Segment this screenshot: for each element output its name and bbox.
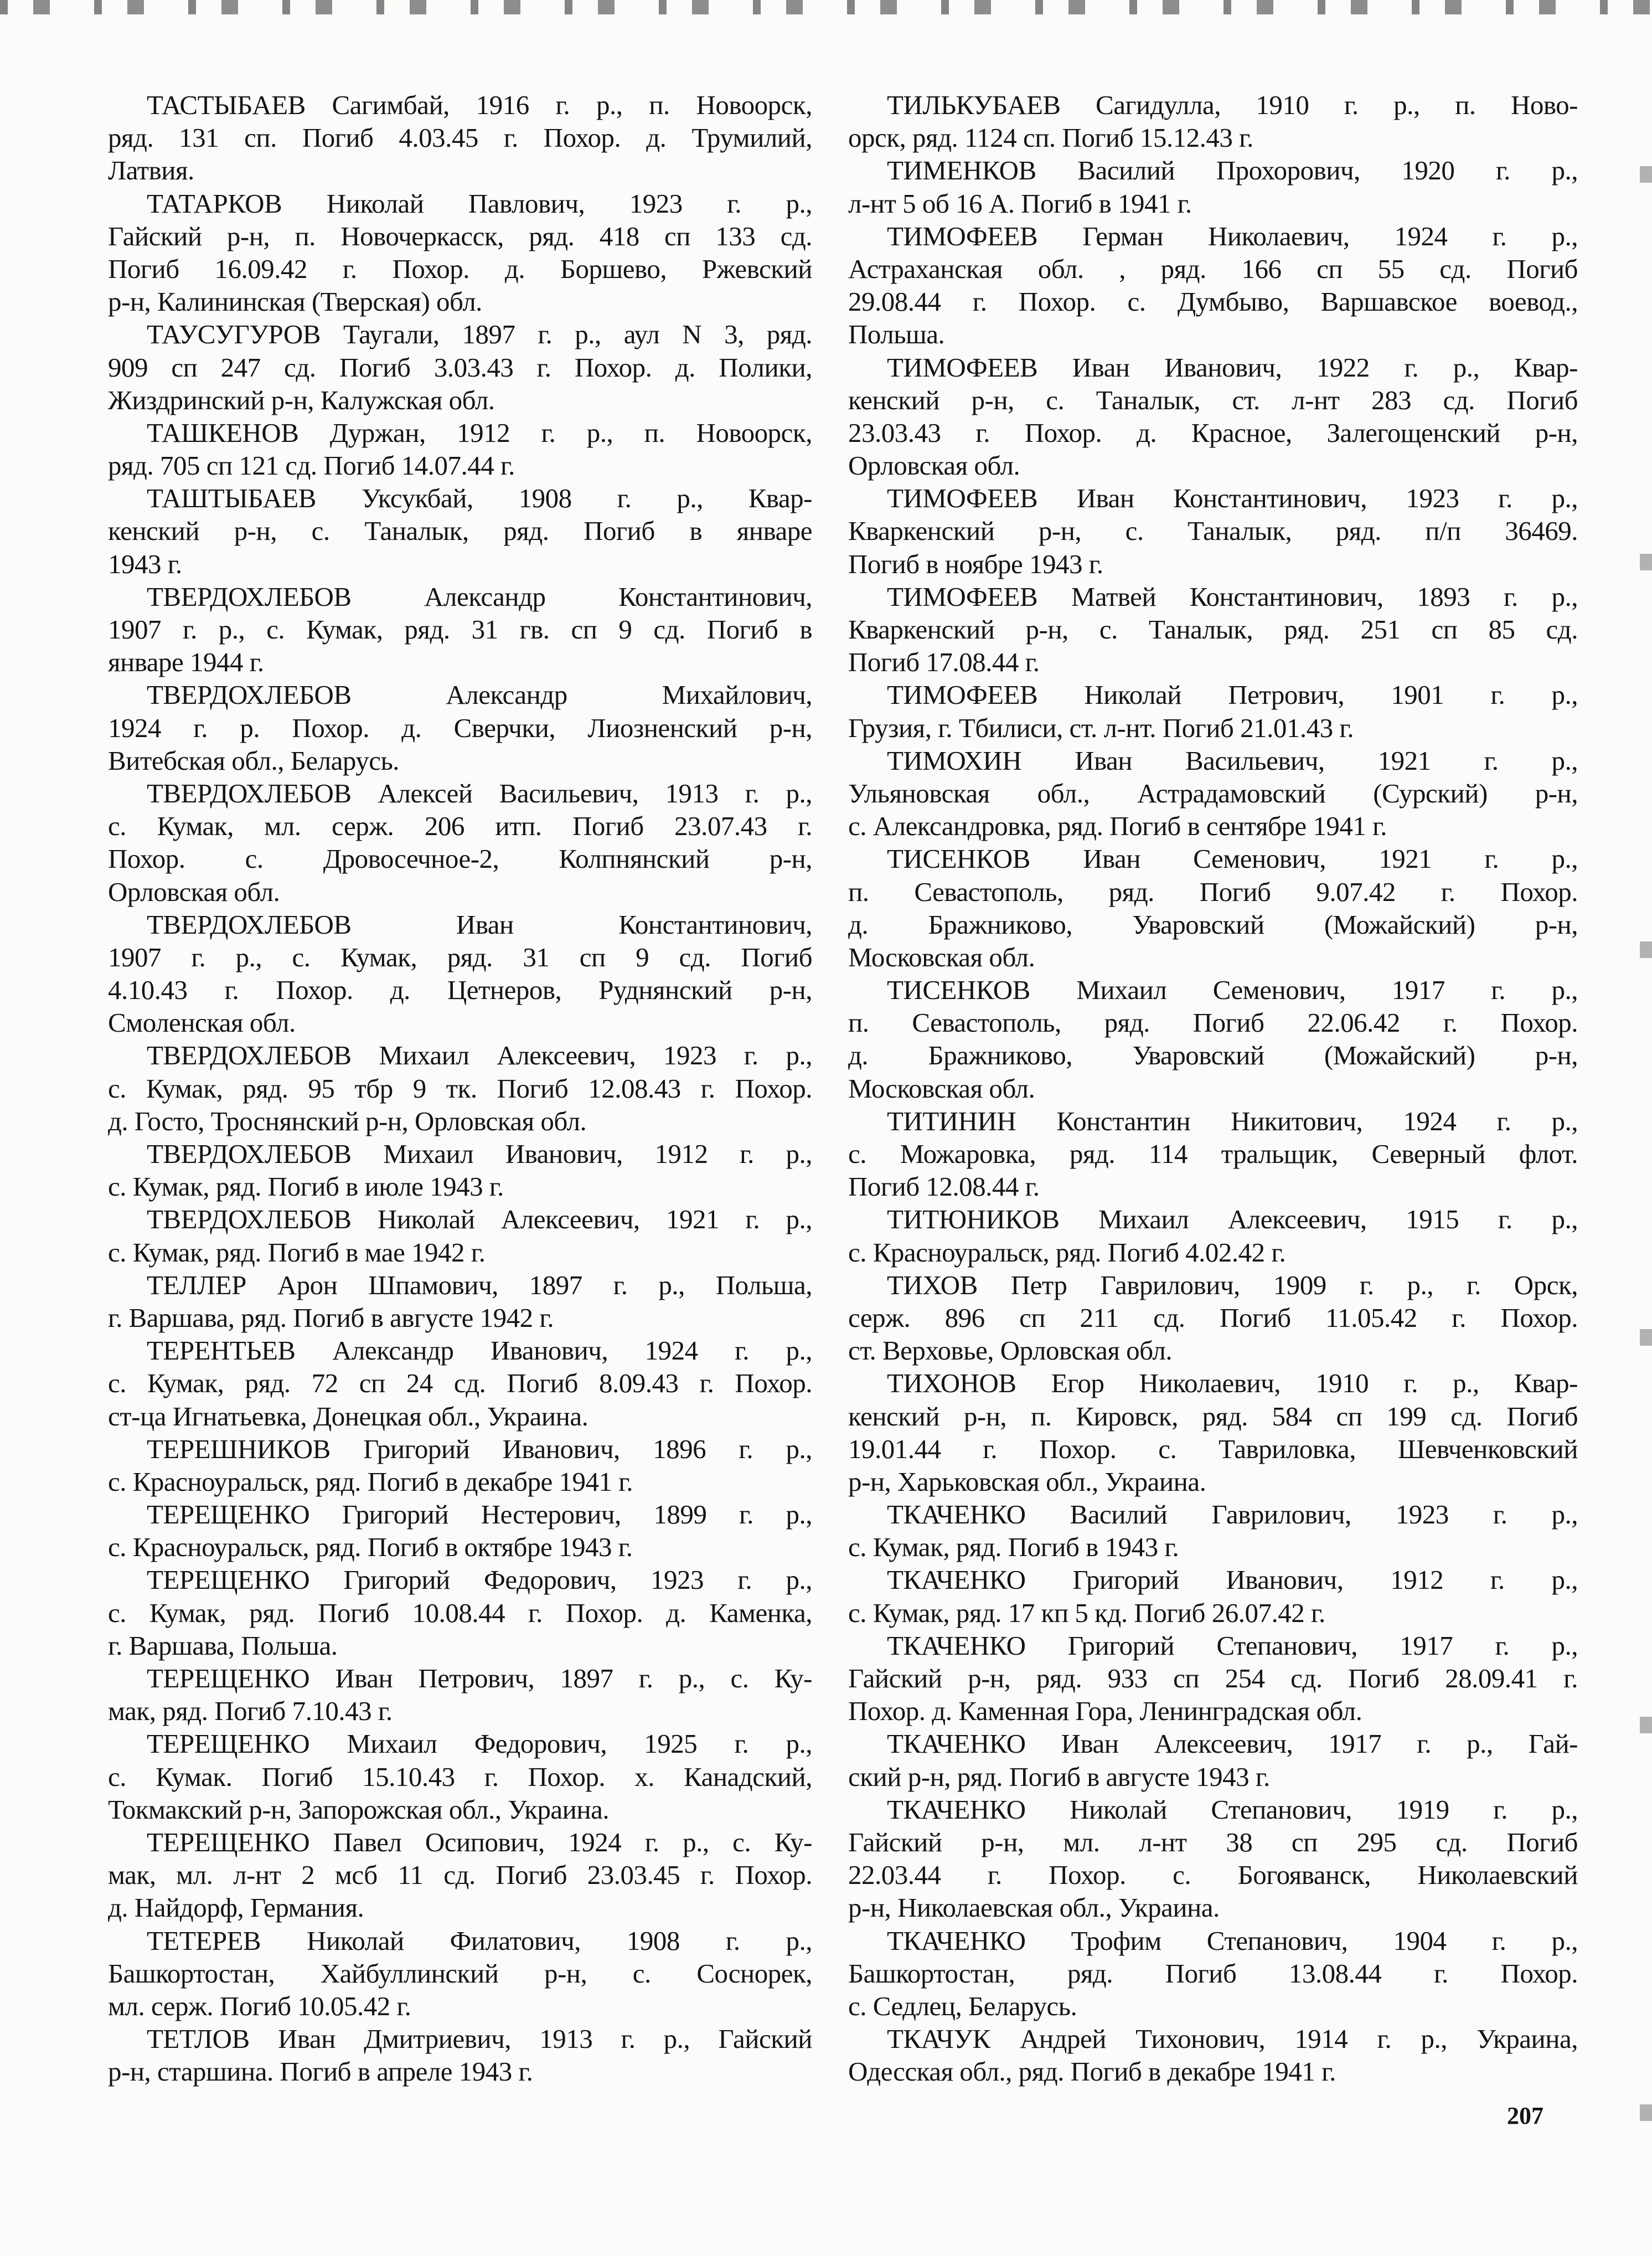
entry-line: январе 1944 г. xyxy=(108,647,264,678)
entry-line: ТЕРЕЩЕНКО Григорий Нестерович, 1899 г. р., xyxy=(147,1499,812,1530)
entry-line: п. Севастополь, ряд. Погиб 9.07.42 г. Похор. xyxy=(848,876,1578,907)
entry-line: ТИМОФЕЕВ Герман Николаевич, 1924 г. р., xyxy=(887,220,1578,251)
memorial-entry xyxy=(108,1334,812,1433)
memorial-entry xyxy=(848,154,1578,219)
entry-line: серж. 896 сп 211 сд. Погиб 11.05.42 г. Похор. xyxy=(848,1302,1578,1333)
entry-line: ТИМОФЕЕВ Матвей Константинович, 1893 г. р., xyxy=(887,581,1578,612)
entry-line: 19.01.44 г. Похор. с. Тавриловка, Шевченковский xyxy=(848,1433,1578,1464)
entry-line: г. Варшава, Польша. xyxy=(108,1630,338,1661)
entry-line: Астраханская обл. , ряд. 166 сп 55 сд. Погиб xyxy=(848,253,1578,284)
memorial-entry xyxy=(108,187,812,318)
entry-line: 909 сп 247 сд. Погиб 3.03.43 г. Похор. д. Полики, xyxy=(108,352,812,383)
entry-line: с. Кумак, ряд. Погиб в мае 1942 г. xyxy=(108,1237,486,1268)
entry-line: Погиб 16.09.42 г. Похор. д. Боршево, Ржевский xyxy=(108,253,812,284)
entry-line: Грузия, г. Тбилиси, ст. л-нт. Погиб 21.01.43 г. xyxy=(848,712,1354,743)
entry-line: ТЕРЕШНИКОВ Григорий Иванович, 1896 г. р., xyxy=(147,1433,812,1464)
entry-line: ТЕТЛОВ Иван Дмитриевич, 1913 г. р., Гайский xyxy=(147,2024,812,2055)
memorial-entry xyxy=(108,1137,812,1203)
entry-line: ТЕРЕНТЬЕВ Александр Иванович, 1924 г. р., xyxy=(147,1335,812,1366)
entry-line: ТАШКЕНОВ Дуржан, 1912 г. р., п. Новоорск, xyxy=(147,417,812,448)
memorial-entry xyxy=(848,1498,1578,1563)
entry-line: ТИМОФЕЕВ Николай Петрович, 1901 г. р., xyxy=(887,679,1578,711)
entry-line: Кваркенский р-н, с. Таналык, ряд. п/п 36469. xyxy=(848,516,1578,547)
entry-line: с. Красноуральск, ряд. Погиб 4.02.42 г. xyxy=(848,1237,1286,1268)
entry-line: с. Кумак, ряд. Погиб 10.08.44 г. Похор. д. Каменка, xyxy=(108,1597,812,1628)
entry-line: ТИЛЬКУБАЕВ Сагидулла, 1910 г. р., п. Ново- xyxy=(887,90,1578,120)
entry-line: ТИМОФЕЕВ Иван Константинович, 1923 г. р., xyxy=(887,483,1578,514)
memorial-entry xyxy=(848,1924,1578,2023)
entry-line: ТЕТЕРЕВ Николай Филатович, 1908 г. р., xyxy=(147,1925,812,1956)
entry-line: Московская обл. xyxy=(848,1073,1035,1104)
entry-line: кенский р-н, с. Таналык, ряд. Погиб в январе xyxy=(108,516,812,547)
entry-line: Гайский р-н, мл. л-нт 38 сп 295 сд. Погиб xyxy=(848,1826,1578,1857)
entry-line: р-н, Калининская (Тверская) обл. xyxy=(108,286,482,317)
entry-line: ТВЕРДОХЛЕБОВ Михаил Иванович, 1912 г. р., xyxy=(147,1139,812,1169)
entry-line: д. Бражниково, Уваровский (Можайский) р-н, xyxy=(848,909,1578,940)
memorial-entry xyxy=(848,1367,1578,1498)
memorial-entry xyxy=(848,2022,1578,2088)
memorial-entry xyxy=(848,1563,1578,1629)
entry-line: ряд. 131 сп. Погиб 4.03.45 г. Похор. д. Трумилий, xyxy=(108,122,812,153)
entry-line: с. Александровка, ряд. Погиб в сентябре 1941 г. xyxy=(848,811,1387,842)
entry-line: Погиб 12.08.44 г. xyxy=(848,1171,1040,1202)
entry-line: ТВЕРДОХЛЕБОВ Александр Михайлович, xyxy=(147,679,812,711)
memorial-entry xyxy=(108,1498,812,1563)
entry-line: с. Красноуральск, ряд. Погиб в октябре 1943 г. xyxy=(108,1532,633,1563)
entry-line: д. Найдорф, Германия. xyxy=(108,1892,364,1923)
entry-line: Польша. xyxy=(848,319,945,350)
entry-line: ТИСЕНКОВ Иван Семенович, 1921 г. р., xyxy=(887,843,1578,874)
entry-line: Погиб в ноябре 1943 г. xyxy=(848,548,1103,579)
entry-line: Токмакский р-н, Запорожская обл., Украина. xyxy=(108,1794,610,1825)
entry-line: ТКАЧЕНКО Трофим Степанович, 1904 г. р., xyxy=(887,1925,1578,1956)
entry-line: с. Кумак, ряд. 72 сп 24 сд. Погиб 8.09.43 г. Похор. xyxy=(108,1368,812,1399)
entry-line: ТИХОНОВ Егор Николаевич, 1910 г. р., Квар- xyxy=(887,1368,1578,1399)
memorial-entry xyxy=(108,1662,812,1727)
entry-line: ТВЕРДОХЛЕБОВ Александр Константинович, xyxy=(147,581,812,612)
entry-line: Московская обл. xyxy=(848,941,1035,972)
memorial-entry xyxy=(108,482,812,580)
memorial-entry xyxy=(108,1727,812,1826)
left-column xyxy=(108,89,812,2088)
entry-line: с. Кумак, ряд. 17 кп 5 кд. Погиб 26.07.42 г. xyxy=(848,1597,1325,1628)
entry-line: д. Бражниково, Уваровский (Можайский) р-н, xyxy=(848,1040,1578,1071)
memorial-entry xyxy=(108,777,812,908)
memorial-entry xyxy=(108,318,812,416)
memorial-entry xyxy=(848,1269,1578,1367)
entry-line: ТЕЛЛЕР Арон Шпамович, 1897 г. р., Польша, xyxy=(147,1269,812,1300)
entry-line: с. Кумак, мл. серж. 206 итп. Погиб 23.07.43 г. xyxy=(108,811,812,842)
entry-line: ТЕРЕЩЕНКО Григорий Федорович, 1923 г. р., xyxy=(147,1564,812,1595)
entry-line: ТИТЮНИКОВ Михаил Алексеевич, 1915 г. р., xyxy=(887,1204,1578,1235)
entry-line: ТВЕРДОХЛЕБОВ Алексей Васильевич, 1913 г. р., xyxy=(147,778,812,809)
memorial-entry xyxy=(848,1727,1578,1793)
entry-line: ТАТАРКОВ Николай Павлович, 1923 г. р., xyxy=(147,188,812,219)
right-column xyxy=(848,89,1578,2088)
entry-line: кенский р-н, п. Кировск, ряд. 584 сп 199 сд. Погиб xyxy=(848,1401,1578,1432)
memorial-entry xyxy=(848,1203,1578,1268)
memorial-entry xyxy=(108,416,812,482)
entry-line: мл. серж. Погиб 10.05.42 г. xyxy=(108,1990,411,2021)
memorial-entry xyxy=(108,89,812,187)
entry-line: ст. Верховье, Орловская обл. xyxy=(848,1335,1173,1366)
entry-line: Башкортостан, Хайбуллинский р-н, с. Соснорек, xyxy=(108,1958,812,1989)
memorial-entry xyxy=(108,1924,812,2023)
entry-line: ТКАЧЕНКО Николай Степанович, 1919 г. р., xyxy=(887,1794,1578,1825)
entry-line: ТКАЧЕНКО Василий Гаврилович, 1923 г. р., xyxy=(887,1499,1578,1530)
memorial-entry xyxy=(848,842,1578,974)
entry-line: ТАУСУГУРОВ Таугали, 1897 г. р., аул N 3, ряд. xyxy=(147,319,812,350)
entry-line: д. Госто, Троснянский р-н, Орловская обл. xyxy=(108,1105,587,1136)
entry-line: ский р-н, ряд. Погиб в августе 1943 г. xyxy=(848,1761,1270,1792)
entry-line: орск, ряд. 1124 сп. Погиб 15.12.43 г. xyxy=(848,122,1253,153)
entry-line: ст-ца Игнатьевка, Донецкая обл., Украина. xyxy=(108,1401,588,1432)
entry-line: Витебская обл., Беларусь. xyxy=(108,745,400,776)
memorial-entry xyxy=(108,580,812,679)
memorial-entry xyxy=(108,908,812,1039)
entry-line: 1907 г. р., с. Кумак, ряд. 31 гв. сп 9 сд. Погиб в xyxy=(108,614,812,645)
entry-line: ТИМОХИН Иван Васильевич, 1921 г. р., xyxy=(887,745,1578,776)
memorial-entry xyxy=(848,744,1578,843)
memorial-entry xyxy=(108,1269,812,1334)
memorial-entry xyxy=(848,351,1578,482)
entry-line: ТИМЕНКОВ Василий Прохорович, 1920 г. р., xyxy=(887,155,1578,186)
entry-line: 1943 г. xyxy=(108,548,182,579)
memorial-entry xyxy=(108,1203,812,1268)
entry-line: ТИХОВ Петр Гаврилович, 1909 г. р., г. Орск, xyxy=(887,1269,1578,1300)
entry-line: р-н, Харьковская обл., Украина. xyxy=(848,1466,1206,1497)
entry-line: с. Можаровка, ряд. 114 тральщик, Северный флот. xyxy=(848,1139,1578,1169)
entry-line: л-нт 5 об 16 А. Погиб в 1941 г. xyxy=(848,188,1192,219)
entry-line: ряд. 705 сп 121 сд. Погиб 14.07.44 г. xyxy=(108,450,515,481)
entry-line: Похор. д. Каменная Гора, Ленинградская обл. xyxy=(848,1696,1362,1727)
entry-line: 23.03.43 г. Похор. д. Красное, Залегощенский р-н, xyxy=(848,417,1578,448)
scan-noise-top xyxy=(0,0,1652,14)
memorial-entry xyxy=(848,1629,1578,1728)
entry-line: Погиб 17.08.44 г. xyxy=(848,647,1040,678)
memorial-entry xyxy=(848,89,1578,154)
entry-line: ТЕРЕЩЕНКО Михаил Федорович, 1925 г. р., xyxy=(147,1728,812,1759)
entry-line: р-н, Николаевская обл., Украина. xyxy=(848,1892,1220,1923)
entry-line: ТИМОФЕЕВ Иван Иванович, 1922 г. р., Квар- xyxy=(887,352,1578,383)
memorial-entry xyxy=(108,678,812,777)
memorial-entry xyxy=(848,678,1578,744)
entry-line: ТИСЕНКОВ Михаил Семенович, 1917 г. р., xyxy=(887,975,1578,1006)
entry-line: ТКАЧУК Андрей Тихонович, 1914 г. р., Украина, xyxy=(887,2024,1578,2055)
entry-line: Кваркенский р-н, с. Таналык, ряд. 251 сп 85 сд. xyxy=(848,614,1578,645)
entry-line: Похор. с. Дровосечное-2, Колпнянский р-н, xyxy=(108,843,812,874)
entry-line: ТВЕРДОХЛЕБОВ Иван Константинович, xyxy=(147,909,812,940)
entry-line: с. Кумак, ряд. Погиб в 1943 г. xyxy=(848,1532,1179,1563)
entry-line: 1907 г. р., с. Кумак, ряд. 31 сп 9 сд. Погиб xyxy=(108,941,812,972)
memorial-entry xyxy=(108,2022,812,2088)
entry-line: Жиздринский р-н, Калужская обл. xyxy=(108,384,495,415)
entry-line: Гайский р-н, п. Новочеркасск, ряд. 418 сп 133 сд. xyxy=(108,220,812,251)
entry-line: ТАШТЫБАЕВ Уксукбай, 1908 г. р., Квар- xyxy=(147,483,812,514)
scan-noise-right xyxy=(1640,0,1652,2255)
memorial-entry xyxy=(108,1039,812,1137)
entry-line: Орловская обл. xyxy=(108,876,280,907)
entry-line: с. Кумак, ряд. 95 тбр 9 тк. Погиб 12.08.43 г. Похор. xyxy=(108,1073,812,1104)
entry-line: с. Кумак, ряд. Погиб в июле 1943 г. xyxy=(108,1171,504,1202)
memorial-entry xyxy=(848,1793,1578,1924)
entry-line: ТЕРЕЩЕНКО Павел Осипович, 1924 г. р., с. Ку- xyxy=(147,1826,812,1857)
memorial-entry xyxy=(848,1105,1578,1203)
entry-line: ТИТИНИН Константин Никитович, 1924 г. р., xyxy=(887,1105,1578,1136)
entry-line: 1924 г. р. Похор. д. Сверчки, Лиозненский р-н, xyxy=(108,712,812,743)
entry-line: Латвия. xyxy=(108,155,194,186)
entry-line: Гайский р-н, ряд. 933 сп 254 сд. Погиб 28.09.41 г. xyxy=(848,1663,1578,1693)
entry-line: Башкортостан, ряд. Погиб 13.08.44 г. Похор. xyxy=(848,1958,1578,1989)
entry-line: ТКАЧЕНКО Иван Алексеевич, 1917 г. р., Гай- xyxy=(887,1728,1578,1759)
entry-line: п. Севастополь, ряд. Погиб 22.06.42 г. Похор. xyxy=(848,1007,1578,1038)
entry-line: 29.08.44 г. Похор. с. Думбыво, Варшавское воевод., xyxy=(848,286,1578,317)
entry-line: кенский р-н, с. Таналык, ст. л-нт 283 сд. Погиб xyxy=(848,384,1578,415)
entry-line: с. Красноуральск, ряд. Погиб в декабре 1941 г. xyxy=(108,1466,633,1497)
entry-line: ТКАЧЕНКО Григорий Иванович, 1912 г. р., xyxy=(887,1564,1578,1595)
entry-line: ТКАЧЕНКО Григорий Степанович, 1917 г. р., xyxy=(887,1630,1578,1661)
entry-line: ТВЕРДОХЛЕБОВ Николай Алексеевич, 1921 г. р., xyxy=(147,1204,812,1235)
entry-line: ТЕРЕЩЕНКО Иван Петрович, 1897 г. р., с. Ку- xyxy=(147,1663,812,1693)
memorial-entry xyxy=(848,580,1578,679)
entry-line: 4.10.43 г. Похор. д. Цетнеров, Руднянский р-н, xyxy=(108,975,812,1006)
entry-line: р-н, старшина. Погиб в апреле 1943 г. xyxy=(108,2056,533,2087)
memorial-entry xyxy=(108,1563,812,1662)
memorial-entry xyxy=(848,482,1578,580)
entry-line: Одесская обл., ряд. Погиб в декабре 1941 г. xyxy=(848,2056,1336,2087)
entry-line: 22.03.44 г. Похор. с. Богояванск, Николаевский xyxy=(848,1860,1578,1891)
memorial-entry xyxy=(108,1433,812,1498)
entry-line: с. Седлец, Беларусь. xyxy=(848,1990,1077,2021)
entry-line: мак, ряд. Погиб 7.10.43 г. xyxy=(108,1696,393,1727)
entry-line: Орловская обл. xyxy=(848,450,1020,481)
memorial-entry xyxy=(848,220,1578,351)
entry-line: ТВЕРДОХЛЕБОВ Михаил Алексеевич, 1923 г. р., xyxy=(147,1040,812,1071)
entry-line: ТАСТЫБАЕВ Сагимбай, 1916 г. р., п. Новоорск, xyxy=(147,90,812,120)
entry-line: мак, мл. л-нт 2 мсб 11 сд. Погиб 23.03.45 г. Похор. xyxy=(108,1860,812,1891)
page-number: 207 xyxy=(1507,2102,1543,2129)
memorial-entry xyxy=(848,974,1578,1105)
entry-line: с. Кумак. Погиб 15.10.43 г. Похор. х. Канадский, xyxy=(108,1761,812,1792)
entry-line: г. Варшава, ряд. Погиб в августе 1942 г. xyxy=(108,1302,554,1333)
entry-line: Смоленская обл. xyxy=(108,1007,296,1038)
entry-line: Ульяновская обл., Астрадамовский (Сурский) р-н, xyxy=(848,778,1578,809)
memorial-entry xyxy=(108,1826,812,1924)
